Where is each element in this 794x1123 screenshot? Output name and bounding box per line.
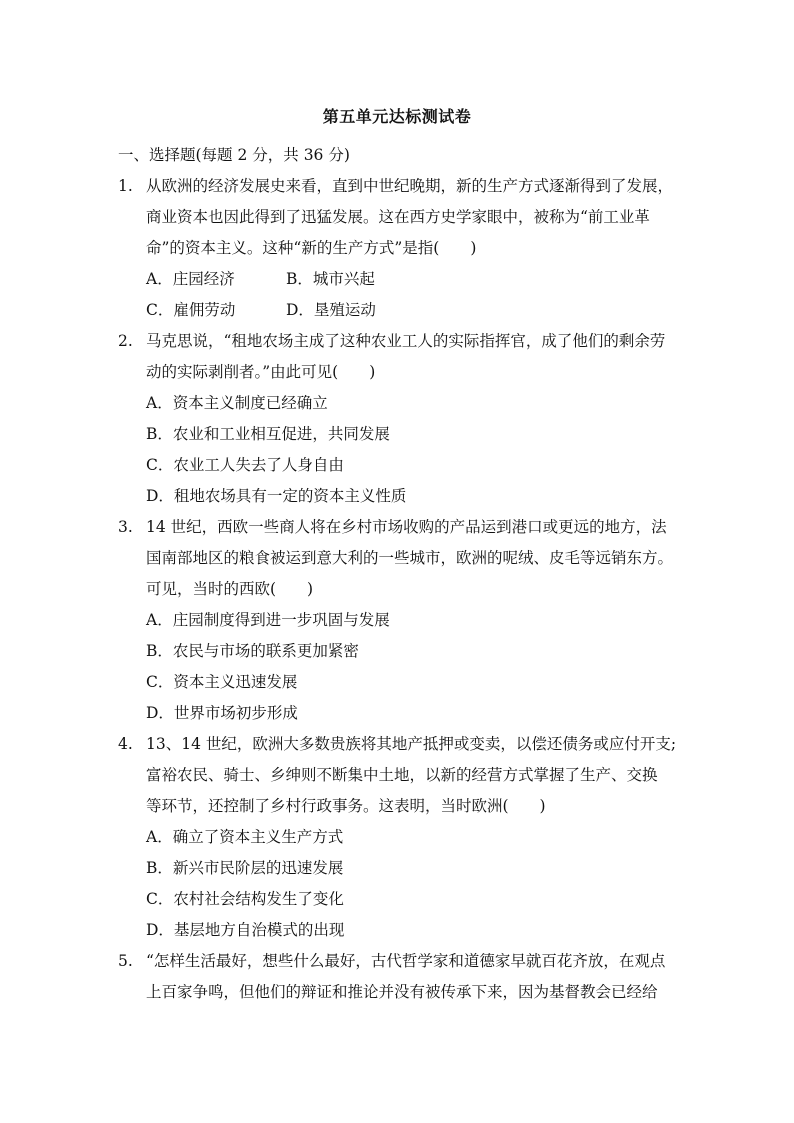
- question-number: 3.: [118, 518, 133, 536]
- question-line: [118, 512, 688, 543]
- option-d: D．基层地方自治模式的出现: [146, 921, 345, 939]
- option-row: [118, 264, 688, 295]
- question-1: [118, 171, 688, 326]
- question-text: 13、14 世纪，欧洲大多数贵族将其地产抵押或变卖，以偿还债务或应付开支;: [146, 735, 677, 753]
- question-text: 富裕农民、骑士、乡绅则不断集中土地，以新的经营方式掌握了生产、交换: [146, 766, 658, 784]
- question-line: [118, 946, 688, 977]
- question-line: [118, 171, 688, 202]
- question-3: [118, 512, 688, 729]
- option-a: A．庄园制度得到进一步巩固与发展: [146, 611, 390, 629]
- question-text: 国南部地区的粮食被运到意大利的一些城市，欧洲的呢绒、皮毛等远销东方。: [146, 549, 674, 567]
- section-heading: 一、选择题(每题 2 分，共 36 分): [118, 146, 350, 164]
- question-line: [118, 326, 688, 357]
- option-b: B．新兴市民阶层的迅速发展: [146, 859, 344, 877]
- option-d: D．租地农场具有一定的资本主义性质: [146, 487, 407, 505]
- option-row: [118, 295, 688, 326]
- question-text: 14 世纪，西欧一些商人将在乡村市场收购的产品运到港口或更远的地方，法: [146, 518, 667, 536]
- page-title: 第五单元达标测试卷: [322, 107, 472, 126]
- question-4: [118, 729, 688, 946]
- option-b: B．农业和工业相互促进，共同发展: [146, 425, 390, 443]
- option-c: C．雇佣劳动: [146, 301, 236, 319]
- question-line: [118, 729, 688, 760]
- option-d: D．世界市场初步形成: [146, 704, 298, 722]
- question-text: 等环节，还控制了乡村行政事务。这表明，当时欧洲( ): [146, 797, 546, 815]
- option-b: B．农民与市场的联系更加紧密: [146, 642, 359, 660]
- option-b: B．城市兴起: [286, 270, 375, 288]
- question-list: [118, 140, 688, 1008]
- option-a: A．资本主义制度已经确立: [146, 394, 328, 412]
- question-text: 马克思说，“租地农场主成了这种农业工人的实际指挥官，成了他们的剩余劳: [146, 332, 666, 350]
- question-text: 从欧洲的经济发展史来看，直到中世纪晚期，新的生产方式逐渐得到了发展，: [146, 177, 674, 195]
- option-a: A．确立了资本主义生产方式: [146, 828, 344, 846]
- question-text: 上百家争鸣，但他们的辩证和推论并没有被传承下来，因为基督教会已经给: [146, 983, 658, 1001]
- option-c: C．农业工人失去了人身自由: [146, 456, 344, 474]
- question-text: 可见，当时的西欧( ): [146, 580, 314, 598]
- option-a: A．庄园经济: [146, 270, 235, 288]
- option-c: C．资本主义迅速发展: [146, 673, 298, 691]
- option-d: D．垦殖运动: [286, 301, 376, 319]
- question-number: 4.: [118, 735, 133, 753]
- question-number: 1.: [118, 177, 133, 195]
- question-2: [118, 326, 688, 512]
- question-text: 商业资本也因此得到了迅猛发展。这在西方史学家眼中，被称为“前工业革: [146, 208, 650, 226]
- question-number: 2.: [118, 332, 133, 350]
- question-text: “怎样生活最好，想些什么最好，古代哲学家和道德家早就百花齐放，在观点: [146, 952, 666, 970]
- question-text: 命”的资本主义。这种“新的生产方式”是指( ): [146, 239, 477, 257]
- option-c: C．农村社会结构发生了变化: [146, 890, 344, 908]
- question-text: 动的实际剥削者。”由此可见( ): [146, 363, 376, 381]
- question-5: [118, 946, 688, 1008]
- question-number: 5.: [118, 952, 133, 970]
